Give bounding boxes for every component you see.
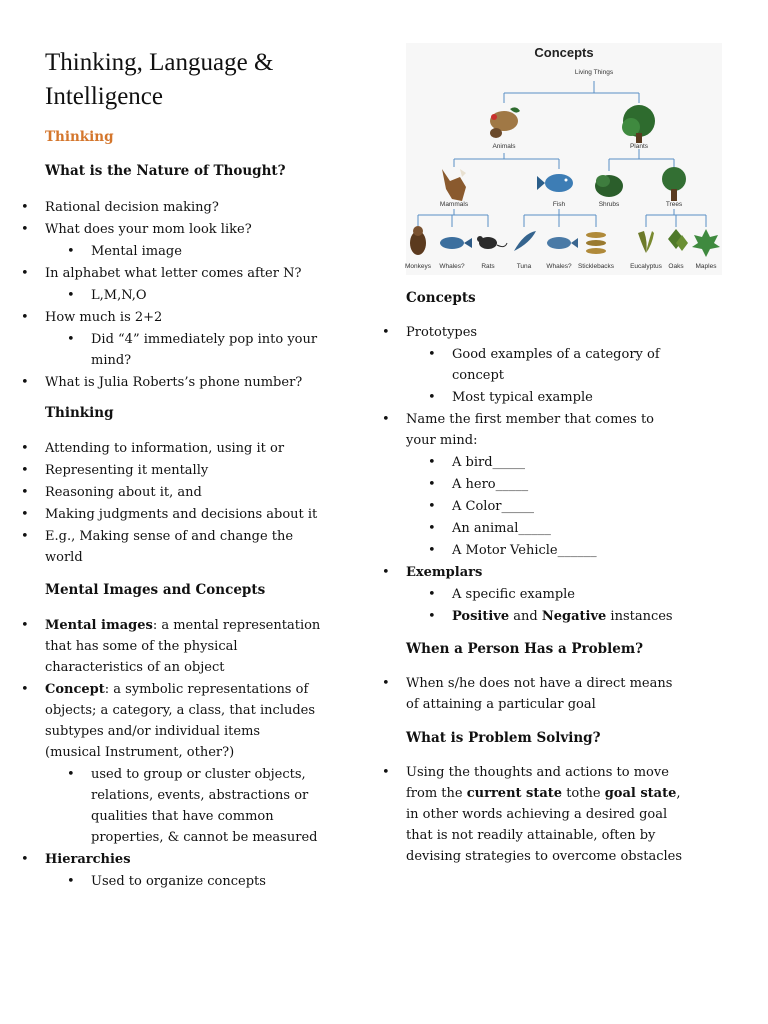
- label-maples: Maples: [695, 263, 717, 270]
- heading-concepts: Concepts: [406, 290, 476, 306]
- hierarchy-diagram: [406, 43, 722, 275]
- label-sticklebacks: Sticklebacks: [577, 263, 615, 270]
- list-item-continuation: of attaining a particular goal: [406, 697, 596, 712]
- list-item: • How much is 2+2: [21, 310, 163, 325]
- label-fish: Fish: [552, 201, 566, 208]
- list-item-continuation: devising strategies to overcome obstacles: [406, 849, 683, 864]
- list-item-continuation: from the current state tothe goal state,: [406, 786, 681, 801]
- problem-list: [361, 673, 761, 715]
- rats-picture: [477, 236, 507, 249]
- plants-picture: [622, 105, 655, 143]
- label-animals: Animals: [492, 143, 516, 150]
- list-item-continuation: concept: [452, 368, 504, 383]
- list-item-continuation: world: [45, 550, 83, 565]
- mammals-picture: [442, 169, 466, 201]
- list-item: • What is Julia Roberts’s phone number?: [21, 375, 303, 390]
- trees-picture: [662, 167, 686, 201]
- concepts-list: [361, 322, 761, 627]
- list-item-continuation: objects; a category, a class, that includes: [45, 703, 316, 718]
- oaks-picture: [668, 229, 688, 251]
- whales-fish-picture: [547, 237, 578, 249]
- label-whales-fish: Whales?: [546, 263, 572, 270]
- list-item: • Representing it mentally: [21, 463, 209, 478]
- maples-picture: [692, 229, 720, 257]
- title-line-1: Thinking, Language &: [45, 49, 274, 76]
- label-whales: Whales?: [439, 263, 465, 270]
- list-item: • used to group or cluster objects,: [67, 767, 306, 782]
- list-item: • Used to organize concepts: [67, 874, 266, 889]
- list-item: • What does your mom look like?: [21, 222, 252, 237]
- title-line-2: Intelligence: [45, 83, 163, 110]
- list-item-continuation: properties, & cannot be measured: [91, 830, 318, 845]
- list-item: • A hero_____: [428, 477, 529, 492]
- list-item: • In alphabet what letter comes after N?: [21, 266, 302, 281]
- label-plants: Plants: [629, 143, 649, 150]
- list-item: • A Color_____: [428, 499, 534, 514]
- list-item: • Hierarchies: [21, 852, 131, 867]
- sticklebacks-picture: [586, 232, 606, 254]
- heading-mental-images-concepts: Mental Images and Concepts: [45, 582, 266, 598]
- list-item-continuation: that is not readily attainable, often by: [406, 828, 656, 843]
- figure-title: Concepts: [534, 45, 594, 60]
- list-item: • When s/he does not have a direct means: [382, 676, 673, 691]
- list-item: • Most typical example: [428, 390, 593, 405]
- label-rats: Rats: [481, 263, 495, 270]
- eucalyptus-picture: [638, 231, 654, 253]
- list-item-continuation: (musical Instrument, other?): [45, 745, 235, 760]
- list-item: • Reasoning about it, and: [21, 485, 202, 500]
- heading-thinking: Thinking: [45, 405, 114, 421]
- list-item: • Good examples of a category of: [428, 347, 660, 362]
- list-item: • A Motor Vehicle______: [428, 543, 597, 558]
- shrubs-picture: [595, 175, 623, 197]
- list-item: • Attending to information, using it or: [21, 441, 285, 456]
- list-item-continuation: characteristics of an object: [45, 660, 225, 675]
- tuna-picture: [514, 231, 536, 251]
- label-shrubs: Shrubs: [598, 201, 620, 208]
- label-tuna: Tuna: [516, 263, 532, 270]
- list-item-continuation: qualities that have common: [91, 809, 274, 824]
- section-heading-thinking: Thinking: [45, 129, 114, 145]
- list-item: • Prototypes: [382, 325, 478, 340]
- list-item-continuation: that has some of the physical: [45, 639, 238, 654]
- list-item-continuation: in other words achieving a desired goal: [406, 807, 668, 822]
- label-oaks: Oaks: [668, 263, 684, 270]
- list-item: • Mental images: a mental representation: [21, 618, 321, 633]
- list-item: • Did “4” immediately pop into your: [67, 332, 318, 347]
- thinking-list: [0, 438, 380, 568]
- list-item: • A bird_____: [428, 455, 526, 470]
- list-item: • Name the first member that comes to: [382, 412, 655, 427]
- label-mammals: Mammals: [439, 201, 469, 208]
- list-item: • Rational decision making?: [21, 200, 219, 215]
- list-item-continuation: relations, events, abstractions or: [91, 788, 309, 803]
- heading-problem: When a Person Has a Problem?: [406, 641, 644, 657]
- heading-problem-solving: What is Problem Solving?: [406, 730, 601, 746]
- list-item-continuation: subtypes and/or individual items: [45, 724, 261, 739]
- fish-picture: [537, 174, 573, 192]
- mental-images-list: [0, 615, 380, 892]
- label-eucalyptus: Eucalyptus: [630, 263, 662, 270]
- list-item: • Mental image: [67, 244, 182, 259]
- label-monkeys: Monkeys: [404, 263, 431, 270]
- label-living-things: Living Things: [574, 69, 614, 76]
- heading-nature-of-thought: What is the Nature of Thought?: [45, 163, 286, 179]
- problem-solving-list: [361, 762, 761, 867]
- document-title: [45, 46, 365, 114]
- monkeys-picture: [410, 226, 426, 255]
- list-item: • Exemplars: [382, 565, 483, 580]
- list-item: • An animal_____: [428, 521, 551, 536]
- list-item: • L,M,N,O: [67, 288, 147, 303]
- list-item: • Using the thoughts and actions to move: [382, 765, 669, 780]
- list-item: • Making judgments and decisions about it: [21, 507, 318, 522]
- list-item-continuation: your mind:: [406, 433, 478, 448]
- nature-list: [0, 197, 380, 393]
- whales-picture: [440, 237, 472, 249]
- list-item-continuation: mind?: [91, 353, 132, 368]
- label-trees: Trees: [665, 201, 683, 208]
- list-item: • Concept: a symbolic representations of: [21, 682, 309, 697]
- list-item: • Positive and Negative instances: [428, 609, 673, 624]
- concepts-hierarchy-figure: [406, 43, 722, 275]
- animals-picture: [490, 107, 520, 138]
- list-item: • A specific example: [428, 587, 576, 602]
- list-item: • E.g., Making sense of and change the: [21, 529, 294, 544]
